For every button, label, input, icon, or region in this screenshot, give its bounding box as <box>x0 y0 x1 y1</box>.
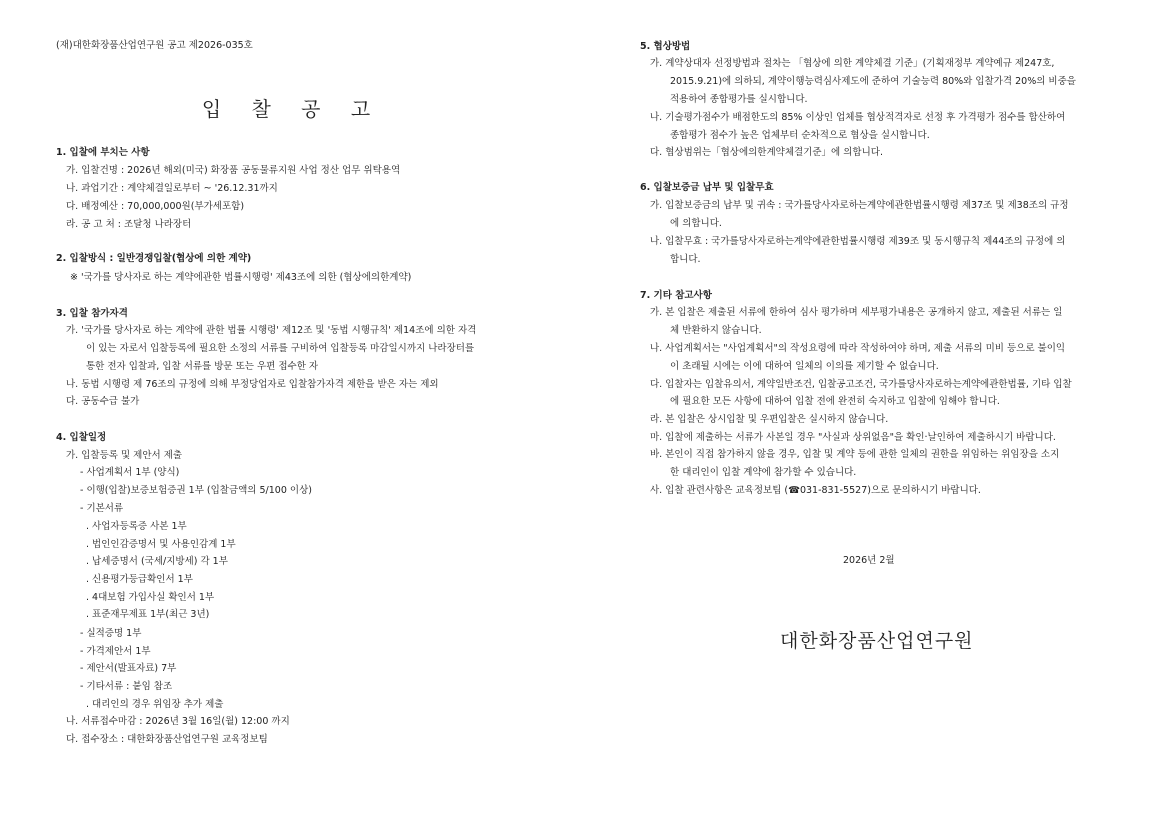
text-line: . 납세증명서 (국세/지방세) 각 1부 <box>86 556 228 567</box>
text-line: 통한 전자 입찰과, 입찰 서류를 방문 또는 우편 접수한 자 <box>86 361 319 372</box>
text-line: 나. 입찰무효 : 국가를당사자로하는계약에관한법률시행령 제39조 및 동시행규칙 제44조의 규정에 의 <box>650 236 1066 247</box>
text-line: 다. 공동수급 불가 <box>66 396 140 407</box>
text-line: 나. 동법 시행령 제 76조의 규정에 의해 부정당업자로 입찰참가자격 제한을 받은 자는 제외 <box>66 379 439 390</box>
text-line: 바. 본인이 직접 참가하지 않을 경우, 입찰 및 계약 등에 관한 일체의 권한을 위임하는 위임장을 소지 <box>650 449 1060 460</box>
text-line: 다. 접수장소 : 대한화장품산업연구원 교육정보팀 <box>66 734 268 745</box>
notice-date: 2026년 2월 <box>843 555 895 566</box>
text-line: 가. 입찰등록 및 제안서 제출 <box>66 450 183 461</box>
text-line: ※ '국가를 당사자로 하는 계약에관한 법률시행령' 제43조에 의한 (협상에의한계약) <box>70 272 412 283</box>
section-heading: 1. 입찰에 부치는 사항 <box>56 147 150 158</box>
text-line: 2015.9.21)에 의하되, 계약이행능력심사제도에 준하여 기술능력 80%와 입찰가격 20%의 비중을 <box>670 76 1076 87</box>
section-heading: 6. 입찰보증금 납부 및 입찰무효 <box>640 182 774 193</box>
section-heading: 3. 입찰 참가자격 <box>56 308 128 319</box>
text-line: 에 필요한 모든 사항에 대하여 입찰 전에 완전히 숙지하고 입찰에 임해야 합니다. <box>670 396 1000 407</box>
text-line: . 신용평가등급확인서 1부 <box>86 574 193 585</box>
text-line: 나. 과업기간 : 계약체결일로부터 ~ '26.12.31까지 <box>66 183 278 194</box>
text-line: 마. 입찰에 제출하는 서류가 사본일 경우 "사실과 상위없음"을 확인·날인하여 제출하시기 바랍니다. <box>650 432 1056 443</box>
text-line: . 사업자등록증 사본 1부 <box>86 521 187 532</box>
text-line: 종합평가 점수가 높은 업체부터 순차적으로 협상을 실시합니다. <box>670 130 930 141</box>
text-line: 가. '국가를 당사자로 하는 계약에 관한 법률 시행령' 제12조 및 '동법 시행규칙' 제14조에 의한 자격 <box>66 325 477 336</box>
text-line: - 가격제안서 1부 <box>80 646 151 657</box>
text-line: - 실적증명 1부 <box>80 628 142 639</box>
text-line: 가. 본 입찰은 제출된 서류에 한하여 심사 평가하며 세부평가내용은 공개하지 않고, 제출된 서류는 일 <box>650 307 1063 318</box>
text-line: 라. 공 고 처 : 조달청 나라장터 <box>66 219 192 230</box>
notice-number: (재)대한화장품산업연구원 공고 제2026-035호 <box>56 40 253 51</box>
section-heading: 4. 입찰일정 <box>56 432 107 443</box>
section-heading: 5. 협상방법 <box>640 41 691 52</box>
text-line: 에 의합니다. <box>670 218 722 229</box>
organization-name: 대한화장품산업연구원 <box>780 630 974 652</box>
text-line: . 표준재무제표 1부(최근 3년) <box>86 609 210 620</box>
page-title: 입 찰 공 고 <box>201 97 383 121</box>
text-line: . 법인인감증명서 및 사용인감계 1부 <box>86 539 236 550</box>
text-line: . 대리인의 경우 위임장 추가 제출 <box>86 699 224 710</box>
text-line: 라. 본 입찰은 상시입찰 및 우편입찰은 실시하지 않습니다. <box>650 414 889 425</box>
text-line: 합니다. <box>670 254 701 265</box>
text-line: 나. 기술평가점수가 배점한도의 85% 이상인 업체를 협상적격자로 선정 후 가격평가 점수를 합산하여 <box>650 112 1066 123</box>
text-line: 다. 협상범위는「협상에의한계약체결기준」에 의합니다. <box>650 147 883 158</box>
text-line: . 4대보험 가입사실 확인서 1부 <box>86 592 215 603</box>
text-line: - 기타서류 : 붙임 참조 <box>80 681 173 692</box>
text-line: 가. 계약상대자 선정방법과 절차는 「협상에 의한 계약체결 기준」(기획재정부 계약예규 제247호, <box>650 58 1055 69</box>
text-line: 가. 입찰보증금의 납부 및 귀속 : 국가를당사자로하는계약에관한법률시행령 제37조 및 제38조의 규정 <box>650 200 1069 211</box>
text-line: 이 있는 자로서 입찰등록에 필요한 소정의 서류를 구비하여 입찰등록 마감일시까지 나라장터를 <box>86 343 475 354</box>
text-line: - 사업계획서 1부 (양식) <box>80 467 180 478</box>
text-line: 다. 입찰자는 입찰유의서, 계약일반조건, 입찰공고조건, 국가를당사자로하는계약에관한법률, 기타 입찰 <box>650 379 1072 390</box>
text-line: 사. 입찰 관련사항은 교육정보팀 (☎031-831-5527)으로 문의하시기 바랍니다. <box>650 485 981 496</box>
text-line: - 제안서(발표자료) 7부 <box>80 663 177 674</box>
text-line: 한 대리인이 입찰 계약에 참가할 수 있습니다. <box>670 467 857 478</box>
text-line: 나. 사업계획서는 "사업계획서"의 작성요령에 따라 작성하여야 하며, 제출 서류의 미비 등으로 불이익 <box>650 343 1066 354</box>
text-line: 이 초래될 시에는 이에 대하여 일체의 이의를 제기할 수 없습니다. <box>670 361 939 372</box>
text-line: - 기본서류 <box>80 503 124 514</box>
text-line: 나. 서류접수마감 : 2026년 3월 16일(월) 12:00 까지 <box>66 716 290 727</box>
section-heading: 2. 입찰방식 : 일반경쟁입찰(협상에 의한 계약) <box>56 253 252 264</box>
text-line: - 이행(입찰)보증보험증권 1부 (입찰금액의 5/100 이상) <box>80 485 312 496</box>
text-line: 체 반환하지 않습니다. <box>670 325 762 336</box>
text-line: 다. 배정예산 : 70,000,000원(부가세포함) <box>66 201 245 212</box>
text-line: 적용하여 종합평가를 실시합니다. <box>670 94 808 105</box>
text-line: 가. 입찰건명 : 2026년 해외(미국) 화장품 공동물류지원 사업 정산 업무 위탁용역 <box>66 165 401 176</box>
section-heading: 7. 기타 참고사항 <box>640 290 712 301</box>
